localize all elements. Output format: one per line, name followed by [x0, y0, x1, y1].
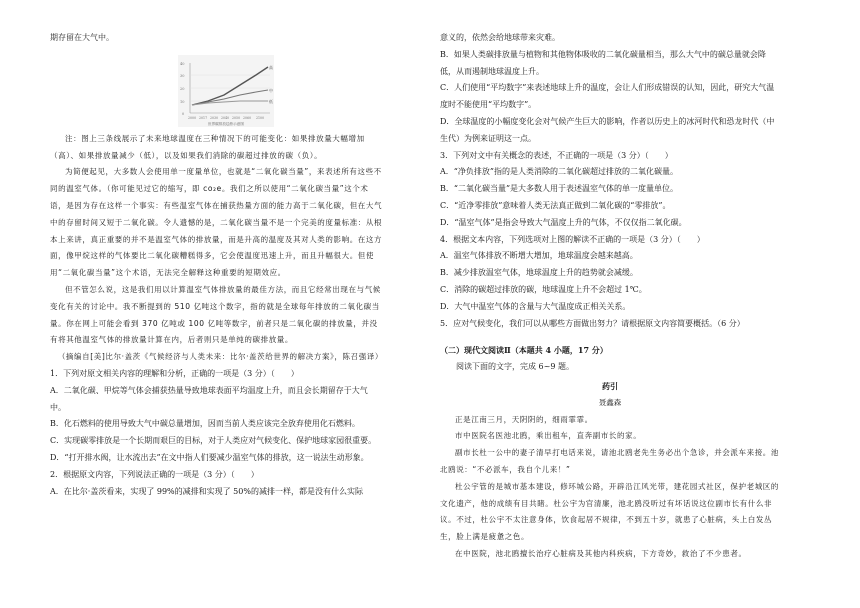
y-tick: 40	[180, 61, 185, 66]
question-2: 2．根据原文内容，下列说法正确的一项是（3 分）（ ）	[50, 469, 259, 479]
question-3: 3．下列对文中有关概念的表述，不正确的一项是（3 分）（ ）	[440, 150, 673, 160]
x-tick: 2050	[232, 115, 241, 120]
story-title: 药引	[602, 380, 618, 391]
story-paragraph: 杜公宇管的是城市基本建设，修环城公路，开辟沿江风光带，建花园式社区，保护老城区的文化遗产，他的成绩有目共睹。杜公宇为官清廉，池北鸥没听过有坏话说这位副市长有什么非议。不过，杜公宇不太注意身体，饮食起居不规律，不到五十岁，就患了心脏病，头上白发丛生，脸上满是疲惫之色。	[440, 481, 779, 542]
figure-caption: 世界碳排放趋势示意图	[208, 121, 244, 126]
option: A．二氧化碳、甲烷等气体会捕获热量导致地球表面平均温度上升，而且会长期留存于大气中。	[50, 385, 368, 412]
story-paragraph: 市中医院名医池北鸥，乘出租车，直奔副市长的家。	[455, 431, 642, 441]
story-paragraph: 正是江南三月，天阴阴的，细雨霏霏。	[455, 414, 593, 424]
text-line: 意义的，依然会给地球带来灾难。	[440, 33, 560, 42]
x-tick: 2000	[188, 115, 197, 120]
option: B．减少排放温室气体，地球温度上升的趋势就会减缓。	[440, 268, 638, 278]
left-column	[50, 30, 383, 500]
option: C．人们使用“平均数字”来表述地球上升的温度，会让人们形成错误的认知，因此，研究大气温度时不能使用“平均数字”。	[440, 83, 775, 110]
option: A．温室气体排放不断增大增加，地球温度会越来越高。	[440, 251, 638, 261]
story-paragraph: 在中医院，池北鸥擅长治疗心脏病及其他内科疾病，下方奇妙，救治了不少患者。	[455, 548, 747, 558]
y-tick: 20	[180, 86, 185, 91]
x-tick: 2100	[256, 115, 265, 120]
y-tick: 10	[180, 99, 185, 104]
option: C．消除的碳超过排放的碳，地球温度上升不会超过 1℃。	[440, 284, 647, 294]
option: B．如果人类碳排放量与植物和其他物体吸收的二氧化碳量相当，那么大气中的碳总量就会降低，从而遏制地球温度上升。	[440, 49, 766, 76]
body-paragraph: 为简便起见，大多数人会使用单一度量单位，也就是“二氧化碳当量”，来表述所有这些不同的温室气体。（你可能见过它的缩写，即 co₂e。我们之所以使用“二氧化碳当量”这个术语，是因为存在这样一个事实：有些温室气体在捕获热量方面的能力高于二氧化碳，但在大气中的存留时间又短于二氧化碳。令人遗憾的是，二氧化碳当量不是一个完美的度量标准：从根本上来讲，真正重要的并不是温室气体的排放量，而是升高的温度及其对人类的影响。在这方面，像甲烷这样的气体要比二氧化碳糟糕得多，它会使温度迅速上升，而且升幅很大。但使用“二氧化碳当量”这个术语，无法完全解释这种重要的短期效应。	[50, 167, 383, 278]
option: D．“打开排水阀，让水流出去”在文中指人们要减少温室气体的排放，这一说法生动形象。	[50, 452, 369, 462]
series-label-low: 低	[269, 98, 273, 104]
instruction: 阅读下面的文字，完成 6~9 题。	[456, 362, 574, 372]
option: C．实现碳零排放是一个长期而艰巨的目标，对于人类应对气候变化、保护地球家园很重要。	[50, 436, 377, 446]
body-paragraph: 但不管怎么说，这是我们用以计算温室气体排放量的最佳方法，而且它经常出现在与气候变化有关的讨论中。我不断提到的 510 亿吨这个数字，指的就是全球每年排放的二氧化碳当量。你在网上可能会看到 370 亿吨或 100 亿吨等数字，前者只是二氧化碳的排放量，并没有将其他温室气体的排放量计算在内，后者则只是单纯的碳排放量。	[50, 284, 381, 345]
option: B．化石燃料的使用导致大气中碳总量增加，因而当前人类应该完全放弃使用化石燃料。	[50, 419, 360, 429]
option: B．“二氧化碳当量”是大多数人用于表述温室气体的单一度量单位。	[440, 184, 679, 194]
option: A．“净负排放”指的是人类消除的二氧化碳超过排放的二氧化碳量。	[440, 167, 678, 177]
x-tick: 2060	[243, 115, 252, 120]
right-column	[440, 30, 780, 563]
figure-note: 注：图上三条线展示了未来地球温度在三种情况下的可能变化：如果排放量大幅增加（高）、如果排放量减少（低），以及如果我们消除的碳超过排放的碳（负）。	[50, 133, 365, 160]
question-1: 1．下列对原文相关内容的理解和分析，正确的一项是（3 分）（ ）	[50, 368, 299, 378]
text-line: 期存留在大气中。	[50, 33, 114, 42]
x-tick: 2030	[210, 115, 219, 120]
question-5: 5．应对气候变化，我们可以从哪些方面做出努力？请根据原文内容简要概括。（6 分）	[440, 318, 745, 328]
x-tick: 2017	[199, 115, 208, 120]
series-label-high: 高	[269, 64, 273, 70]
story-paragraph: 副市长杜一公中的妻子清早打电话来说，请池北鸥老先生务必出个急诊，并会派车来接。池北鸥说：“不必派车，我自个儿来！”	[440, 448, 779, 474]
x-tick: 2040	[221, 115, 230, 120]
y-tick: 30	[180, 73, 185, 78]
option: D．大气中温室气体的含量与大气温度成正相关关系。	[440, 301, 631, 311]
temperature-chart	[178, 55, 274, 127]
section-heading: （二）现代文阅读Ⅱ（本题共 4 小题，17 分）	[440, 345, 608, 356]
option: D．“温室气体”是指会导致大气温度上升的气体，不仅仅指二氧化碳。	[440, 217, 687, 227]
option: A．在比尔·盖茨看来，实现了 99%的减排和实现了 50%的减排一样，都是没有什么实际	[50, 486, 363, 496]
story-author: 聂鑫森	[598, 397, 622, 407]
series-label-mid: 中	[269, 87, 273, 93]
source-citation: （摘编自[美]比尔·盖茨《气候经济与人类未来：比尔·盖茨给世界的解决方案》，陈召强译）	[57, 352, 383, 362]
option: C．“近净零排放”意味着人类无法真正做到二氧化碳的“零排放”。	[440, 200, 671, 210]
y-tick: 0	[182, 111, 185, 116]
question-4: 4．根据文本内容，下列选项对上图的解读不正确的一项是（3 分）（ ）	[440, 234, 705, 244]
option: D．全球温度的小幅度变化会对气候产生巨大的影响，作者以历史上的冰河时代和恐龙时代（中生代）为例来证明这一点。	[440, 116, 775, 143]
